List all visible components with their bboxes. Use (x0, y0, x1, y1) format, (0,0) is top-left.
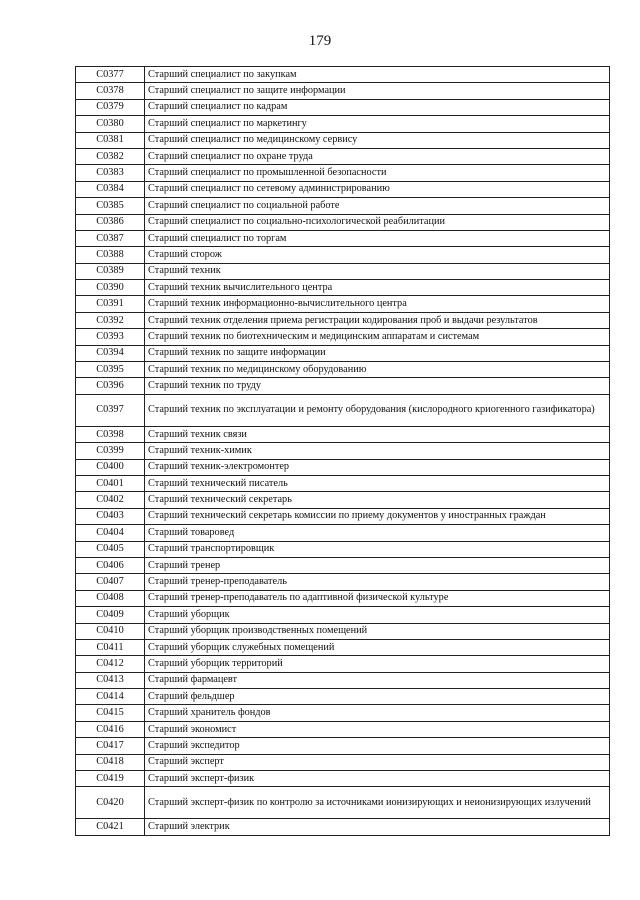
occupation-title: Старший техник (145, 263, 610, 279)
occupation-code: С0394 (76, 345, 145, 361)
table-row (76, 639, 610, 655)
table-row (76, 771, 610, 787)
occupation-title: Старший эксперт (145, 754, 610, 770)
occupation-code: С0419 (76, 771, 145, 787)
table-row (76, 230, 610, 246)
occupation-title: Старший техник по биотехническим и медицинским аппаратам и системам (145, 329, 610, 345)
occupation-title: Старший экономист (145, 721, 610, 737)
table-row (76, 280, 610, 296)
table-row (76, 116, 610, 132)
table-row (76, 689, 610, 705)
occupation-title: Старший техник-электромонтер (145, 459, 610, 475)
table-row (76, 394, 610, 426)
occupation-code: С0412 (76, 656, 145, 672)
table-row (76, 165, 610, 181)
table-row (76, 378, 610, 394)
table-row (76, 607, 610, 623)
table-row (76, 329, 610, 345)
table-row (76, 99, 610, 115)
occupation-title: Старший техник вычислительного центра (145, 280, 610, 296)
occupation-title: Старший специалист по социальной работе (145, 198, 610, 214)
occupation-code: С0411 (76, 639, 145, 655)
occupation-title: Старший техник-химик (145, 443, 610, 459)
table-body (76, 67, 610, 836)
table-row (76, 557, 610, 573)
occupation-code: С0410 (76, 623, 145, 639)
occupation-title: Старший специалист по промышленной безопасности (145, 165, 610, 181)
occupation-code: С0388 (76, 247, 145, 263)
table-row (76, 426, 610, 442)
occupation-title: Старший хранитель фондов (145, 705, 610, 721)
table-row (76, 787, 610, 819)
occupation-title: Старший специалист по кадрам (145, 99, 610, 115)
occupation-title: Старший уборщик (145, 607, 610, 623)
table-row (76, 721, 610, 737)
table-row (76, 312, 610, 328)
occupation-code: С0415 (76, 705, 145, 721)
occupation-title: Старший специалист по защите информации (145, 83, 610, 99)
occupation-code: С0397 (76, 394, 145, 426)
table-row (76, 263, 610, 279)
table-row (76, 362, 610, 378)
occupation-title: Старший сторож (145, 247, 610, 263)
occupation-title: Старший специалист по охране труда (145, 148, 610, 164)
page-number: 179 (308, 33, 332, 49)
occupation-title: Старший технический писатель (145, 475, 610, 491)
table-row (76, 132, 610, 148)
table-row (76, 672, 610, 688)
occupation-code: С0381 (76, 132, 145, 148)
occupation-title: Старший уборщик служебных помещений (145, 639, 610, 655)
occupation-code: С0417 (76, 738, 145, 754)
occupation-title: Старший транспортировщик (145, 541, 610, 557)
table-row (76, 623, 610, 639)
occupation-title: Старший технический секретарь (145, 492, 610, 508)
occupation-title: Старший техник по защите информации (145, 345, 610, 361)
occupation-code: С0421 (76, 819, 145, 835)
occupation-code: С0402 (76, 492, 145, 508)
occupation-code: С0398 (76, 426, 145, 442)
occupation-title: Старший экспедитор (145, 738, 610, 754)
table-row (76, 705, 610, 721)
table-row (76, 148, 610, 164)
table-row (76, 525, 610, 541)
occupation-code: С0390 (76, 280, 145, 296)
occupation-code: С0416 (76, 721, 145, 737)
occupation-code: С0393 (76, 329, 145, 345)
occupation-code: С0385 (76, 198, 145, 214)
occupation-code: С0382 (76, 148, 145, 164)
occupation-title: Старший специалист по медицинскому сервису (145, 132, 610, 148)
occupation-title: Старший эксперт-физик (145, 771, 610, 787)
table-row (76, 67, 610, 83)
table-row (76, 656, 610, 672)
occupation-code: С0418 (76, 754, 145, 770)
occupation-code: С0406 (76, 557, 145, 573)
occupation-code: С0387 (76, 230, 145, 246)
table-row (76, 738, 610, 754)
occupation-title: Старший специалист по закупкам (145, 67, 610, 83)
occupation-code: С0408 (76, 590, 145, 606)
table-row (76, 508, 610, 524)
occupation-title: Старший электрик (145, 819, 610, 835)
table-row (76, 345, 610, 361)
occupation-code: С0403 (76, 508, 145, 524)
occupation-code: С0384 (76, 181, 145, 197)
occupation-title: Старший техник по медицинскому оборудованию (145, 362, 610, 378)
occupation-title: Старший фельдшер (145, 689, 610, 705)
occupation-title: Старший техник по эксплуатации и ремонту оборудования (кислородного криогенного газификатора) (145, 394, 610, 426)
occupation-code: С0392 (76, 312, 145, 328)
occupation-title: Старший специалист по сетевому администрированию (145, 181, 610, 197)
occupation-title: Старший уборщик территорий (145, 656, 610, 672)
occupation-code: С0380 (76, 116, 145, 132)
occupation-title: Старший специалист по социально-психологической реабилитации (145, 214, 610, 230)
table-row (76, 574, 610, 590)
table-row (76, 590, 610, 606)
occupation-title: Старший фармацевт (145, 672, 610, 688)
occupation-code: С0378 (76, 83, 145, 99)
occupation-title: Старший специалист по торгам (145, 230, 610, 246)
table-row (76, 541, 610, 557)
occupation-code: С0389 (76, 263, 145, 279)
occupation-code: С0407 (76, 574, 145, 590)
occupation-title: Старший техник связи (145, 426, 610, 442)
occupation-code: С0413 (76, 672, 145, 688)
occupation-code: С0401 (76, 475, 145, 491)
table-row (76, 83, 610, 99)
occupation-code: С0409 (76, 607, 145, 623)
occupation-code: С0404 (76, 525, 145, 541)
occupation-title: Старший техник по труду (145, 378, 610, 394)
occupation-codes-table (75, 66, 610, 836)
occupation-code: С0395 (76, 362, 145, 378)
occupation-title: Старший техник отделения приема регистрации кодирования проб и выдачи результатов (145, 312, 610, 328)
table-row (76, 819, 610, 835)
occupation-title: Старший тренер-преподаватель (145, 574, 610, 590)
occupation-code: С0377 (76, 67, 145, 83)
table-row (76, 198, 610, 214)
occupation-code: С0400 (76, 459, 145, 475)
table-row (76, 459, 610, 475)
occupation-code: С0391 (76, 296, 145, 312)
occupation-title: Старший технический секретарь комиссии по приему документов у иностранных граждан (145, 508, 610, 524)
occupation-code: С0399 (76, 443, 145, 459)
table-row (76, 492, 610, 508)
table-row (76, 443, 610, 459)
occupation-code: С0386 (76, 214, 145, 230)
table-row (76, 754, 610, 770)
table-row (76, 214, 610, 230)
occupation-code: С0383 (76, 165, 145, 181)
table-row (76, 181, 610, 197)
occupation-code: С0414 (76, 689, 145, 705)
occupation-title: Старший эксперт-физик по контролю за источниками ионизирующих и неионизирующих излучений (145, 787, 610, 819)
table-row (76, 247, 610, 263)
occupation-title: Старший тренер-преподаватель по адаптивной физической культуре (145, 590, 610, 606)
occupation-title: Старший тренер (145, 557, 610, 573)
table-row (76, 296, 610, 312)
occupation-code: С0396 (76, 378, 145, 394)
occupation-title: Старший техник информационно-вычислительного центра (145, 296, 610, 312)
occupation-code: С0379 (76, 99, 145, 115)
occupation-title: Старший товаровед (145, 525, 610, 541)
occupation-title: Старший специалист по маркетингу (145, 116, 610, 132)
occupation-title: Старший уборщик производственных помещений (145, 623, 610, 639)
occupation-code: С0405 (76, 541, 145, 557)
table-row (76, 475, 610, 491)
occupation-code: С0420 (76, 787, 145, 819)
